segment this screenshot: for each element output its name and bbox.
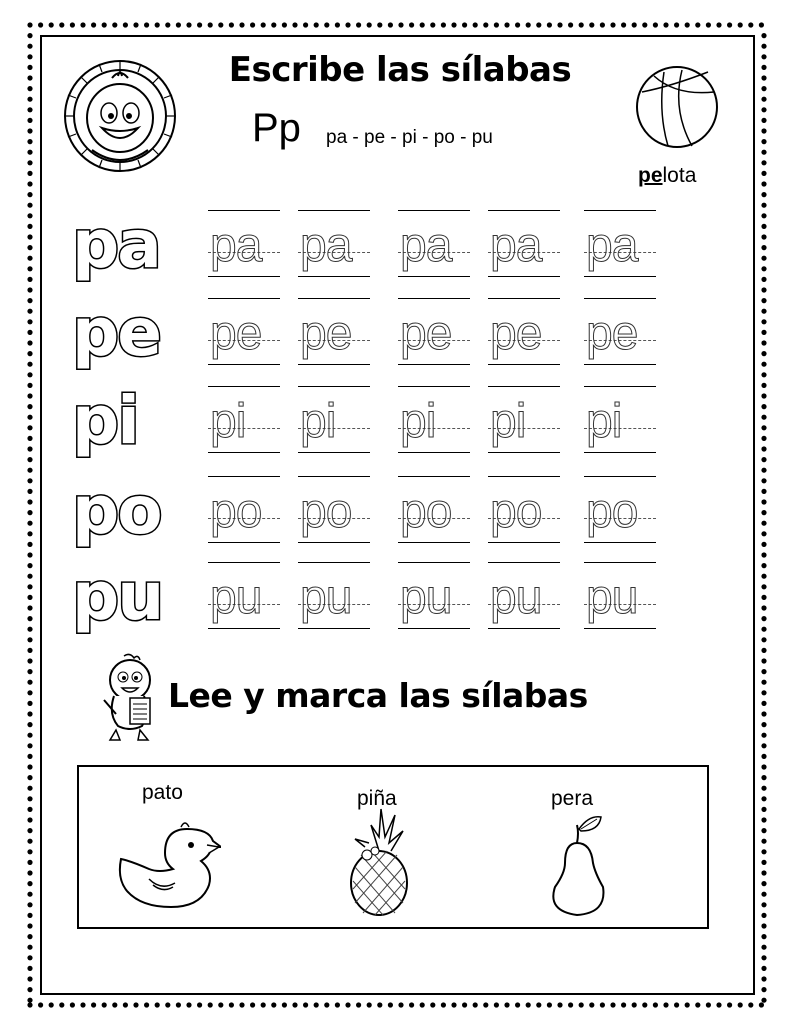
top-line	[298, 210, 370, 211]
ball-icon	[634, 62, 720, 152]
owl-badge-icon	[62, 58, 178, 174]
trace-word: pa	[490, 219, 542, 272]
trace-box[interactable]	[398, 476, 470, 546]
trace-box[interactable]	[298, 210, 370, 280]
top-line	[398, 562, 470, 563]
page-title: Escribe las sílabas	[228, 50, 572, 90]
syllable-outline: pa	[72, 206, 160, 283]
top-line	[398, 210, 470, 211]
trace-box[interactable]	[398, 210, 470, 280]
ball-word	[638, 164, 696, 188]
trace-box[interactable]	[298, 298, 370, 368]
trace-box[interactable]	[208, 562, 280, 632]
trace-box[interactable]	[298, 386, 370, 456]
word-pera: pera	[551, 787, 594, 810]
syllable-row	[0, 558, 794, 650]
top-line	[488, 210, 560, 211]
top-line	[208, 386, 280, 387]
base-line	[298, 276, 370, 277]
trace-word: pu	[490, 571, 542, 624]
top-line	[208, 476, 280, 477]
ball-word-syllable: pe	[638, 164, 663, 187]
top-line	[208, 562, 280, 563]
syllable-outline: pi	[72, 382, 138, 459]
base-line	[298, 542, 370, 543]
top-line	[488, 562, 560, 563]
top-line	[584, 386, 656, 387]
trace-word: pi	[400, 395, 436, 448]
base-line	[488, 628, 560, 629]
trace-box[interactable]	[208, 386, 280, 456]
top-line	[398, 298, 470, 299]
trace-word: po	[400, 485, 452, 538]
owl-writer-icon	[100, 652, 162, 744]
trace-box[interactable]	[488, 298, 560, 368]
duck-icon	[117, 819, 221, 913]
trace-word: po	[490, 485, 542, 538]
top-line	[584, 210, 656, 211]
trace-box[interactable]	[298, 562, 370, 632]
letter-label: Pp	[252, 106, 301, 150]
trace-word: po	[210, 485, 262, 538]
syllable-outline: pe	[72, 294, 161, 371]
trace-word: po	[300, 485, 352, 538]
trace-word: po	[586, 485, 638, 538]
top-line	[584, 562, 656, 563]
trace-word: pi	[300, 395, 336, 448]
trace-word: pu	[210, 571, 262, 624]
syllable-list: pa - pe - pi - po - pu	[326, 127, 493, 148]
trace-word: pi	[586, 395, 622, 448]
top-line	[488, 476, 560, 477]
trace-box[interactable]	[584, 562, 656, 632]
section-title: Lee y marca las sílabas	[168, 676, 588, 715]
trace-word: pe	[400, 307, 452, 360]
trace-box[interactable]	[398, 386, 470, 456]
base-line	[584, 276, 656, 277]
base-line	[398, 628, 470, 629]
syllable-row	[0, 382, 794, 474]
syllable-row	[0, 472, 794, 564]
base-line	[208, 276, 280, 277]
base-line	[298, 452, 370, 453]
pineapple-icon	[345, 807, 413, 917]
trace-box[interactable]	[208, 210, 280, 280]
word-pina: piña	[357, 787, 397, 810]
base-line	[398, 276, 470, 277]
top-line	[584, 298, 656, 299]
top-line	[208, 210, 280, 211]
base-line	[208, 452, 280, 453]
top-line	[298, 562, 370, 563]
top-line	[208, 298, 280, 299]
base-line	[584, 628, 656, 629]
trace-box[interactable]	[398, 298, 470, 368]
syllable-outline: po	[72, 472, 161, 549]
top-line	[488, 386, 560, 387]
trace-box[interactable]	[584, 386, 656, 456]
base-line	[584, 364, 656, 365]
base-line	[298, 628, 370, 629]
base-line	[208, 628, 280, 629]
trace-box[interactable]	[208, 476, 280, 546]
word-pato: pato	[142, 781, 183, 804]
top-line	[298, 386, 370, 387]
base-line	[584, 452, 656, 453]
trace-box[interactable]	[488, 210, 560, 280]
trace-word: pu	[586, 571, 638, 624]
trace-box[interactable]	[488, 476, 560, 546]
syllable-row	[0, 206, 794, 298]
trace-word: pa	[300, 219, 352, 272]
base-line	[398, 542, 470, 543]
top-line	[584, 476, 656, 477]
trace-word: pa	[586, 219, 638, 272]
top-line	[298, 476, 370, 477]
pear-icon	[547, 813, 611, 921]
base-line	[488, 276, 560, 277]
ball-word-rest: lota	[662, 164, 697, 187]
top-line	[298, 298, 370, 299]
base-line	[298, 364, 370, 365]
trace-word: pe	[490, 307, 542, 360]
top-line	[488, 298, 560, 299]
trace-word: pe	[210, 307, 262, 360]
trace-word: pa	[400, 219, 452, 272]
base-line	[488, 542, 560, 543]
read-mark-box	[77, 765, 709, 929]
syllable-outline: pu	[72, 558, 163, 635]
trace-box[interactable]	[584, 476, 656, 546]
base-line	[398, 452, 470, 453]
base-line	[208, 542, 280, 543]
trace-box[interactable]	[488, 562, 560, 632]
top-line	[398, 476, 470, 477]
trace-box[interactable]	[208, 298, 280, 368]
base-line	[488, 452, 560, 453]
trace-word: pi	[210, 395, 246, 448]
trace-word: pi	[490, 395, 526, 448]
trace-word: pu	[400, 571, 452, 624]
top-line	[398, 386, 470, 387]
trace-box[interactable]	[584, 298, 656, 368]
trace-box[interactable]	[584, 210, 656, 280]
trace-word: pu	[300, 571, 352, 624]
base-line	[398, 364, 470, 365]
trace-word: pe	[300, 307, 352, 360]
trace-box[interactable]	[488, 386, 560, 456]
trace-word: pa	[210, 219, 262, 272]
base-line	[208, 364, 280, 365]
syllable-row	[0, 294, 794, 386]
trace-box[interactable]	[398, 562, 470, 632]
base-line	[584, 542, 656, 543]
trace-word: pe	[586, 307, 638, 360]
trace-box[interactable]	[298, 476, 370, 546]
base-line	[488, 364, 560, 365]
